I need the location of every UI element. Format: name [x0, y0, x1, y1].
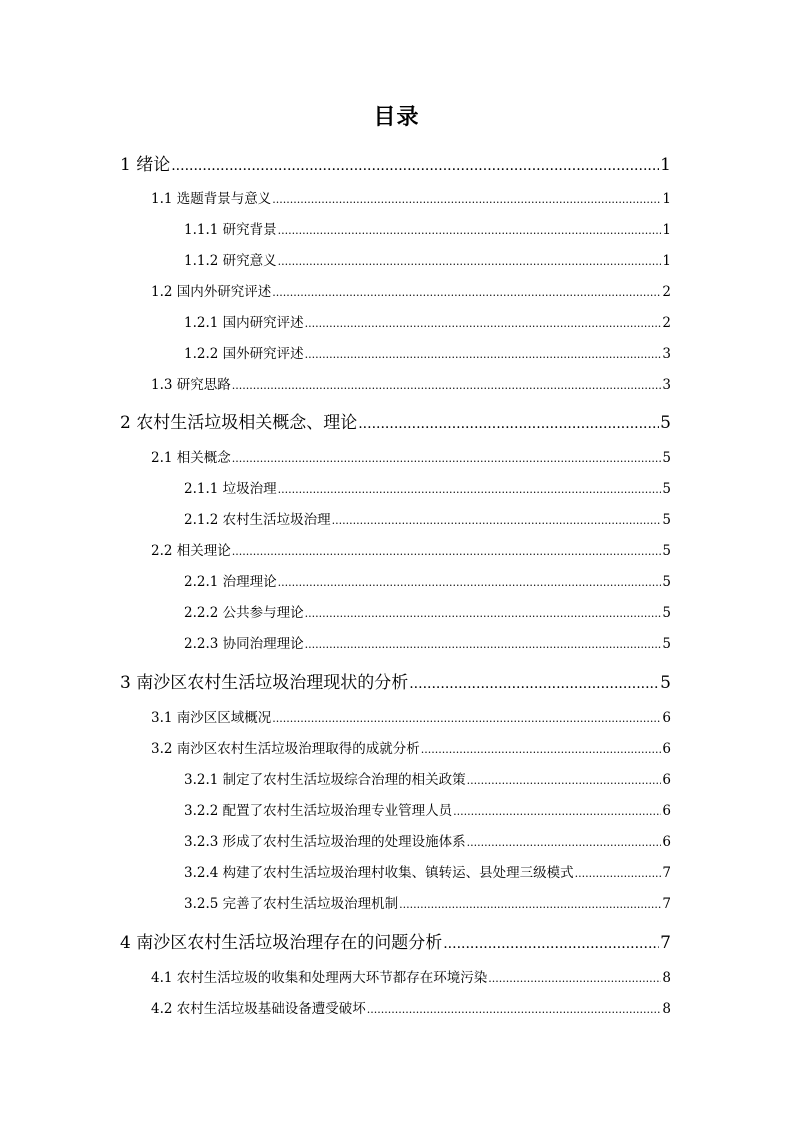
toc-entry-label: 3.2.2 配置了农村生活垃圾治理专业管理人员 [184, 803, 453, 819]
toc-entry[interactable] [184, 830, 671, 850]
toc-entry-page-number: 5 [662, 512, 671, 528]
toc-entry[interactable] [151, 737, 671, 757]
toc-entry-page-number: 6 [662, 741, 671, 757]
toc-leader-dots [575, 867, 662, 880]
toc-leader-dots [305, 317, 662, 330]
toc-entry-page-number: 1 [662, 222, 671, 238]
toc-entry[interactable] [184, 601, 671, 621]
toc-leader-dots [443, 936, 659, 952]
toc-entry[interactable] [184, 311, 671, 331]
toc-entry-page-number: 5 [662, 481, 671, 497]
toc-entry-page-number: 7 [660, 933, 671, 953]
toc-entry-label: 1.2 国内外研究评述 [151, 284, 272, 300]
toc-entry[interactable] [184, 799, 671, 819]
page-title: 目录 [373, 105, 420, 130]
toc-entry-page-number: 6 [662, 772, 671, 788]
toc-leader-dots [399, 898, 661, 911]
toc-leader-dots [272, 712, 661, 725]
toc-entry[interactable] [120, 668, 671, 693]
toc-leader-dots [272, 286, 661, 299]
toc-entry-label: 3.2.3 形成了农村生活垃圾治理的处理设施体系 [184, 834, 466, 850]
toc-leader-dots [232, 379, 662, 392]
toc-entry-label: 3.2.1 制定了农村生活垃圾综合治理的相关政策 [184, 772, 466, 788]
toc-entry[interactable] [151, 997, 671, 1017]
toc-entry-label: 3 南沙区农村生活垃圾治理现状的分析 [120, 673, 409, 693]
toc-leader-dots [278, 483, 662, 496]
toc-entry[interactable] [184, 892, 671, 912]
toc-entry-page-number: 5 [662, 636, 671, 652]
toc-entry-label: 3.2.4 构建了农村生活垃圾治理村收集、镇转运、县处理三级模式 [184, 865, 574, 881]
toc-entry-label: 2.1.2 农村生活垃圾治理 [184, 512, 331, 528]
toc-leader-dots [171, 158, 659, 174]
toc-entry-label: 2.2 相关理论 [151, 543, 231, 559]
toc-entry-page-number: 5 [662, 605, 671, 621]
toc-entry-label: 2.2.1 治理理论 [184, 574, 277, 590]
toc-entry-page-number: 5 [662, 574, 671, 590]
toc-leader-dots [305, 607, 662, 620]
toc-entry[interactable] [151, 187, 671, 207]
toc-entry[interactable] [184, 342, 671, 362]
toc-entry-page-number: 3 [662, 377, 671, 393]
toc-entry-page-number: 2 [662, 284, 671, 300]
toc-entry-page-number: 1 [660, 155, 671, 175]
toc-entry-page-number: 6 [662, 710, 671, 726]
toc-entry-label: 2.2.2 公共参与理论 [184, 605, 304, 621]
toc-entry-page-number: 3 [662, 346, 671, 362]
toc-entry-label: 3.2 南沙区农村生活垃圾治理取得的成就分析 [151, 741, 420, 757]
toc-entry[interactable] [151, 706, 671, 726]
toc-entry[interactable] [120, 408, 671, 433]
toc-entry-page-number: 8 [662, 970, 671, 986]
toc-leader-dots [467, 774, 662, 787]
toc-entry-page-number: 7 [662, 865, 671, 881]
toc-entry[interactable] [151, 373, 671, 393]
toc-leader-dots [232, 545, 662, 558]
toc-entry[interactable] [120, 928, 671, 953]
toc-entry-label: 2.2.3 协同治理理论 [184, 636, 304, 652]
toc-leader-dots [278, 224, 662, 237]
toc-leader-dots [305, 348, 662, 361]
toc-entry-page-number: 6 [662, 834, 671, 850]
toc-entry[interactable] [120, 150, 671, 175]
toc-entry-label: 3.1 南沙区区域概况 [151, 710, 272, 726]
toc-entry-label: 3.2.5 完善了农村生活垃圾治理机制 [184, 896, 399, 912]
toc-entry[interactable] [184, 570, 671, 590]
toc-entry-page-number: 5 [660, 413, 671, 433]
toc-entry-page-number: 7 [662, 896, 671, 912]
toc-leader-dots [467, 836, 662, 849]
toc-leader-dots [232, 452, 662, 465]
toc-entry-page-number: 6 [662, 803, 671, 819]
toc-entry-label: 1 绪论 [120, 155, 171, 175]
toc-entry[interactable] [184, 477, 671, 497]
toc-entry-page-number: 5 [662, 450, 671, 466]
toc-entry[interactable] [184, 632, 671, 652]
toc-entry-label: 1.3 研究思路 [151, 377, 231, 393]
toc-entry[interactable] [184, 218, 671, 238]
toc-leader-dots [358, 416, 659, 432]
toc-leader-dots [409, 676, 659, 692]
toc-entry-page-number: 1 [662, 191, 671, 207]
toc-leader-dots [488, 972, 661, 985]
toc-entry[interactable] [184, 861, 671, 881]
toc-entry-label: 2.1.1 垃圾治理 [184, 481, 277, 497]
toc-leader-dots [305, 638, 662, 651]
toc-entry[interactable] [151, 539, 671, 559]
toc-entry-label: 4.1 农村生活垃圾的收集和处理两大环节都存在环境污染 [151, 970, 488, 986]
toc-entry-label: 2 农村生活垃圾相关概念、理论 [120, 413, 358, 433]
toc-entry-label: 1.2.2 国外研究评述 [184, 346, 304, 362]
toc-entry[interactable] [184, 768, 671, 788]
toc-entry[interactable] [151, 280, 671, 300]
toc-leader-dots [421, 743, 662, 756]
toc-leader-dots [272, 193, 661, 206]
toc-entry-label: 1.1 选题背景与意义 [151, 191, 272, 207]
toc-leader-dots [278, 576, 662, 589]
toc-entry-page-number: 2 [662, 315, 671, 331]
toc-entry[interactable] [184, 249, 671, 269]
toc-entry[interactable] [151, 446, 671, 466]
toc-entry[interactable] [151, 966, 671, 986]
toc-leader-dots [332, 514, 662, 527]
toc-entry-page-number: 5 [660, 673, 671, 693]
toc-entry-label: 1.2.1 国内研究评述 [184, 315, 304, 331]
toc-leader-dots [278, 255, 662, 268]
toc-leader-dots [453, 805, 661, 818]
toc-entry-page-number: 1 [662, 253, 671, 269]
toc-entry-label: 2.1 相关概念 [151, 450, 231, 466]
toc-entry-label: 4.2 农村生活垃圾基础设备遭受破坏 [151, 1001, 366, 1017]
toc-entry-label: 1.1.2 研究意义 [184, 253, 277, 269]
toc-entry[interactable] [184, 508, 671, 528]
toc-entry-page-number: 8 [662, 1001, 671, 1017]
toc-entry-label: 4 南沙区农村生活垃圾治理存在的问题分析 [120, 933, 443, 953]
toc-leader-dots [367, 1003, 662, 1016]
toc-entry-label: 1.1.1 研究背景 [184, 222, 277, 238]
toc-entry-page-number: 5 [662, 543, 671, 559]
